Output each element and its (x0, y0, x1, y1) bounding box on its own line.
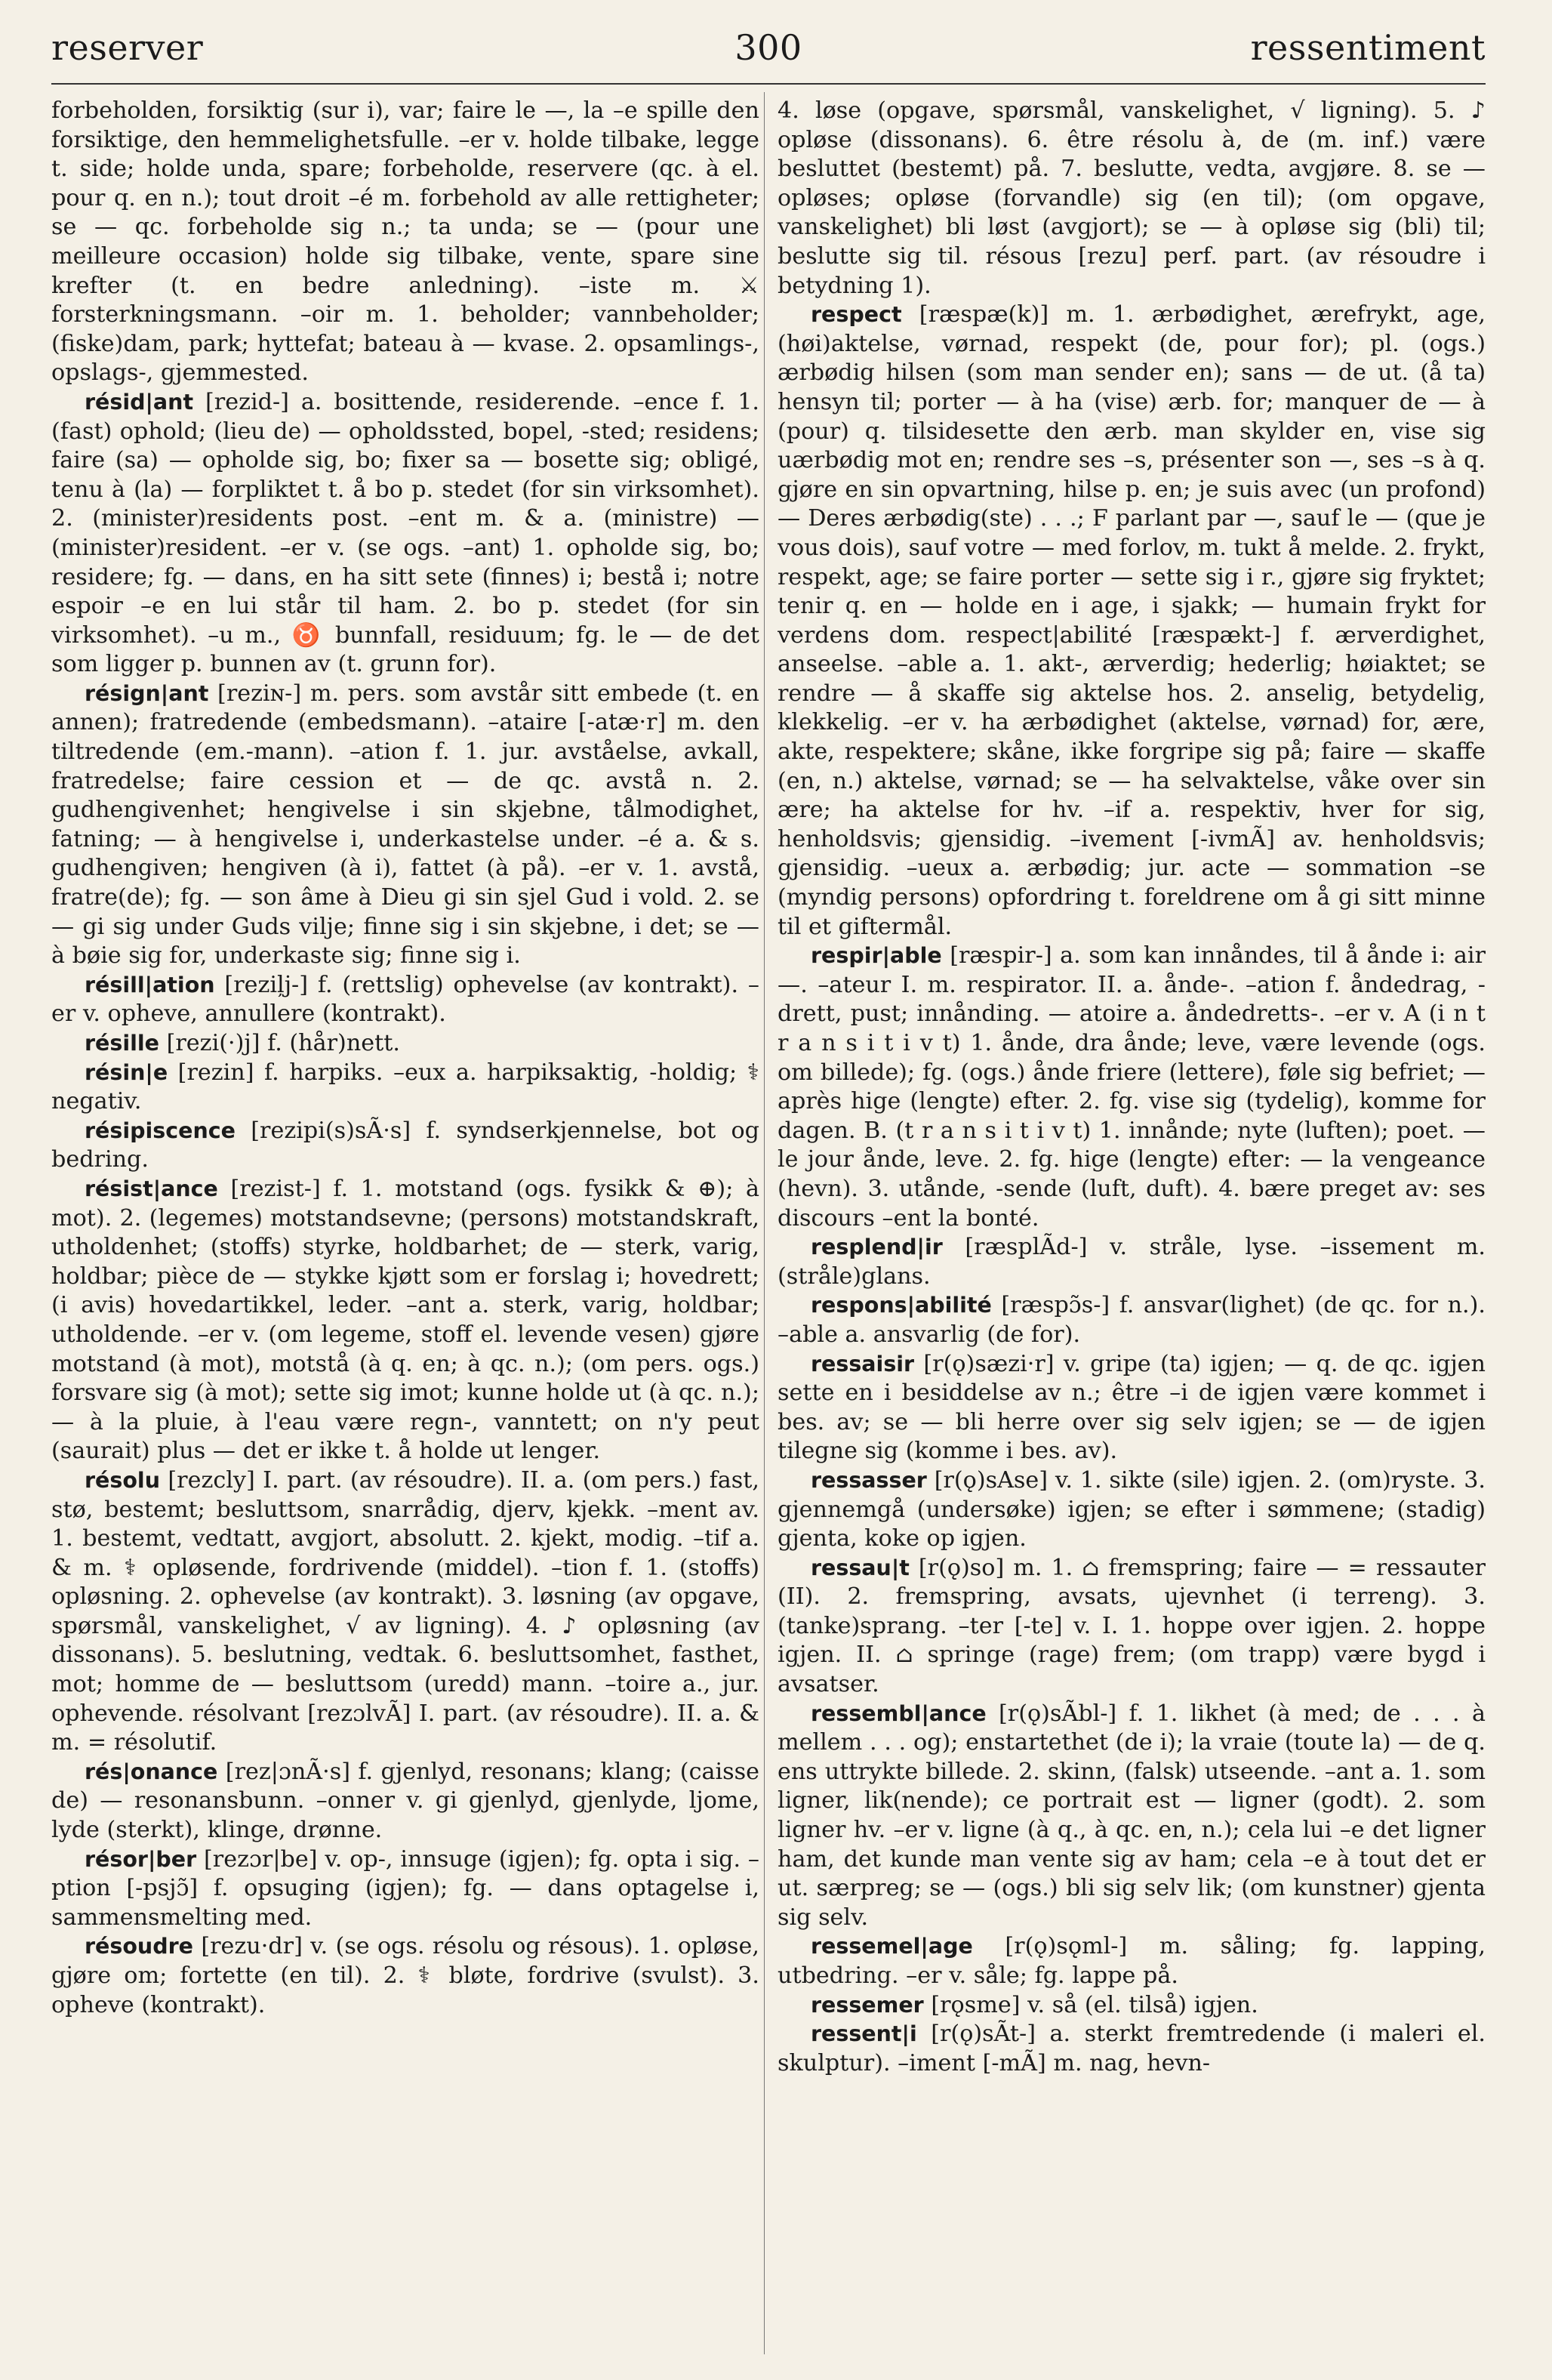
entry-headword: résolu (85, 1467, 160, 1493)
entry-headword: respect (811, 302, 902, 328)
left-column (51, 97, 759, 2354)
dictionary-entry: respir|able [ræspir-] a. som kan innåndes, til å ånde i: air —. –ateur I. m. respirator. II. a. ånde-. –ation f. åndedrag, -drett, pust; innånding. — atoire a. åndedretts-. –er v. A (i n t r a n s i t i v t) 1. ånde, dra ånde; leve, være levende (ogs. om billede); fg. (ogs.) ånde friere (lettere), føle sig befriet; — après hige (lengte) efter. 2. fg. vise sig (tydelig), komme for dagen. B. (t r a n s i t i v t) 1. innånde; nyte (luften); poet. — le jour ånde, leve. 2. fg. hige (lengte) efter: — la vengeance (hevn). 3. utånde, -sende (luft, duft). 4. bære preget av: ses discours –ent la bonté. (778, 942, 1486, 1232)
entry-headword: respir|able (811, 943, 942, 969)
entry-headword: résist|ance (85, 1176, 218, 1201)
entry-headword: résign|ant (85, 680, 209, 706)
entry-headword: ressemel|age (811, 1934, 973, 1959)
dictionary-entry: résist|ance [rezist-] f. 1. motstand (ogs. fysikk & ⊕); à mot). 2. (legemes) motstandsevne; (persons) motstandskraft, utholdenhet; (stoffs) styrke, holdbarhet; de — sterk, varig, holdbar; pièce de — stykke kjøtt som er forslag i; hovedrett; (i avis) hovedartikkel, leder. –ant a. sterk, varig, holdbar; utholdende. –er v. (om legeme, stoff el. levende vesen) gjøre motstand (à mot), motstå (à q. en; à qc. n.); (om pers. ogs.) forsvare sig (à mot); sette sig imot; kunne holde ut (à qc. n.); — à la pluie, à l'eau være regn-, vanntett; on n'y peut (saurait) plus — det er ikke t. å holde ut lenger. (51, 1175, 759, 1465)
dictionary-entry: résid|ant [rezid-] a. bosittende, residerende. –ence f. 1. (fast) ophold; (lieu de) — opholdssted, bopel, -sted; residens; faire (sa) — opholde sig, bo; fixer sa — bosette sig; obligé, tenu à (la) — forpliktet t. å bo p. stedet (for sin virksomhet). 2. (minister)residents post. –ent m. & a. (ministre) — (minister)resident. –er v. (se ogs. –ant) 1. opholde sig, bo; residere; fg. — dans, en ha sitt sete (finnes) i; bestå i; notre espoir –e en lui står til ham. 2. bo p. stedet (for sin virksomhet). –u m., ♉ bunnfall, residuum; fg. le — de det som ligger p. bunnen av (t. grunn for). (51, 388, 759, 678)
entry-headword: ressau|t (811, 1555, 910, 1580)
entry-headword: ressembl|ance (811, 1700, 987, 1726)
dictionary-entry: résipiscence [rezipi(s)sÃ·s] f. syndserkjennelse, bot og bedring. (51, 1117, 759, 1173)
dictionary-entry: ressembl|ance [r(ǫ)sÃbl-] f. 1. likhet (à med; de . . . à mellem . . . og); enstartethet (de i); la vraie (toute la) — de q. ens uttrykte billede. 2. skinn, (falsk) utseende. –ant a. 1. som ligner, lik(nende); ce portrait est — ligner (godt). 2. som ligner hv. –er v. ligne (à q., à qc. en, n.); cela lui –e det ligner ham, det kunde man vente sig av ham; cela –e à tout det er ut. særpreg; se — (ogs.) bli sig selv lik; (om kunstner) gjenta sig selv. (778, 1700, 1486, 1931)
entry-headword: résin|e (85, 1059, 168, 1085)
dictionary-entry: résoudre [rezu·dr] v. (se ogs. résolu og résous). 1. opløse, gjøre om; fortette (en til). 2. ⚕ bløte, fordrive (svulst). 3. opheve (kontrakt). (51, 1933, 759, 2018)
entry-headword: respons|abilité (811, 1293, 992, 1318)
column-divider (764, 92, 765, 2354)
dictionary-entry: 4. løse (opgave, spørsmål, vanskelighet, √ ligning). 5. ♪ opløse (dissonans). 6. être résolu à, de (m. inf.) være besluttet (bestemt) på. 7. beslutte, vedta, avgjøre. 8. se — opløses; opløse (forvandle) sig (en til); (om opgave, vanskelighet) bli løst (avgjort); se — à opløse sig (bli) til; beslutte sig til. résous [rezu] perf. part. (av résoudre i betydning 1). (778, 97, 1486, 299)
header-rule (51, 83, 1486, 85)
entry-headword: résor|ber (85, 1846, 197, 1872)
dictionary-entry: résill|ation [reziļj-] f. (rettslig) ophevelse (av kontrakt). –er v. opheve, annullere (kontrakt). (51, 971, 759, 1028)
dictionary-entry: rés|onance [rez|ɔnÃ·s] f. gjenlyd, resonans; klang; (caisse de) — resonansbunn. –onner v. gi gjenlyd, gjenlyde, ljome, lyde (sterkt), klinge, drønne. (51, 1758, 759, 1844)
dictionary-entry: respons|abilité [ræspɔ̃s-] f. ansvar(lighet) (de qc. for n.). –able a. ansvarlig (de for). (778, 1292, 1486, 1348)
entry-headword: résoudre (85, 1934, 194, 1959)
dictionary-entry: résolu [rezcly] I. part. (av résoudre). II. a. (om pers.) fast, stø, bestemt; besluttsom, snarrådig, djerv, kjekk. –ment av. 1. bestemt, vedtatt, avgjort, absolutt. 2. kjekt, modig. –tif a. & m. ⚕ opløsende, fordrivende (middel). –tion f. 1. (stoffs) opløsning. 2. ophevelse (av kontrakt). 3. løsning (av opgave, spørsmål, vanskelighet, √ av ligning). 4. ♪ opløsning (av dissonans). 5. beslutning, vedtak. 6. besluttsomhet, fasthet, mot; homme de — besluttsom (uredd) mann. –toire a., jur. ophevende. résolvant [rezɔlvÃ] I. part. (av résoudre). II. a. & m. = résolutif. (51, 1466, 759, 1756)
dictionary-entry: ressent|i [r(ǫ)sÃt-] a. sterkt fremtredende (i maleri el. skulptur). –iment [-mÃ] m. nag, hevn- (778, 2021, 1486, 2076)
right-column (778, 97, 1486, 2354)
dictionary-entry: résign|ant [reziɴ-] m. pers. som avstår sitt embede (t. en annen); fratredende (embedsmann). –ataire [-atæ·r] m. den tiltredende (em.-mann). –ation f. 1. jur. avståelse, avkall, fratredelse; faire cession et — de qc. avstå n. 2. gudhengivenhet; hengivelse i sin skjebne, tålmodighet, fatning; — à hengivelse i, underkastelse under. –é a. & s. gudhengiven; hengiven (à i), fattet (à på). –er v. 1. avstå, fratre(de); fg. — son âme à Dieu gi sin sjel Gud i vold. 2. se — gi sig under Guds vilje; finne sig i sin skjebne, i det; se — à bøie sig for, underkaste sig; finne sig i. (51, 680, 759, 970)
entry-headword: ressent|i (811, 2021, 917, 2047)
dictionary-entry: ressemel|age [r(ǫ)sǫml-] m. såling; fg. lapping, utbedring. –er v. såle; fg. lappe på. (778, 1933, 1486, 1989)
entry-headword: résipiscence (85, 1118, 236, 1143)
entry-headword: ressaisir (811, 1351, 915, 1377)
dictionary-entry: respect [ræspæ(k)] m. 1. ærbødighet, ærefrykt, age, (høi)aktelse, vørnad, respekt (de, pour for); pl. (ogs.) ærbødig hilsen (som man sender en); sans — de ut. (å ta) hensyn til; porter — à ha (vise) ærb. for; manquer de — à (pour) q. tilsidesette den ærb. man skylder en, vise sig uærbødig mot en; rendre ses –s, présenter son —, ses –s à q. gjøre en sin opvartning, hilse p. en; je suis avec (un profond) — Deres ærbødig(ste) . . .; F parlant par —, sauf le — (que je vous dois), sauf votre — med forlov, m. tukt å melde. 2. frykt, respekt, age; se faire porter — sette sig i r., gjøre sig fryktet; tenir q. en — holde en i age, i sjakk; — humain frykt for verdens dom. respect|abilité [ræspækt-] f. ærverdighet, anseelse. –able a. 1. akt-, ærverdig; hederlig; høiaktet; se rendre — å skaffe sig aktelse hos. 2. anselig, betydelig, klekkelig. –er v. ha ærbødighet (aktelse, vørnad) for, ære, akte, respektere; skåne, ikke forgripe sig på; faire — skaffe (en, n.) aktelse, vørnad; se — ha selvaktelse, våke over sin ære; ha aktelse for hv. –if a. respektiv, hver for sig, henholdsvis; gjensidig. –ivement [-ivmÃ] av. henholdsvis; gjensidig. –ueux a. ærbødig; jur. acte — sommation –se (myndig persons) opfordring t. foreldrene om å gi sitt minne til et giftermål. (778, 301, 1486, 940)
page-number: 300 (734, 27, 802, 68)
header-left-guide-word: reserver (51, 27, 204, 68)
dictionary-entry: ressasser [r(ǫ)sAse] v. 1. sikte (sile) igjen. 2. (om)ryste. 3. gjennemgå (undersøke) igjen; se efter i sømmene; (stadig) gjenta, koke op igjen. (778, 1466, 1486, 1552)
entry-headword: résille (85, 1031, 159, 1056)
dictionary-entry: résor|ber [rezɔr|be] v. op-, innsuge (igjen); fg. opta i sig. –ption [-psjɔ̃] f. opsuging (igjen); fg. — dans optagelse i, sammensmelting med. (51, 1845, 759, 1931)
dictionary-entry: ressau|t [r(ǫ)so] m. 1. ⌂ fremspring; faire — = ressauter (II). 2. fremspring, avsats, ujevnhet (i terreng). 3. (tanke)sprang. –ter [-te] v. I. 1. hoppe over igjen. 2. hoppe igjen. II. ⌂ springe (rage) frem; (om trapp) være bygd i avsatser. (778, 1554, 1486, 1698)
dictionary-entry: resplend|ir [ræsplÃd-] v. stråle, lyse. –issement m. (stråle)glans. (778, 1234, 1486, 1290)
header-right-guide-word: ressentiment (1250, 27, 1486, 68)
entry-headword: résill|ation (85, 972, 215, 997)
dictionary-entry: ressaisir [r(ǫ)sæzi·r] v. gripe (ta) igjen; — q. de qc. igjen sette en i besiddelse av n.; être –i de igjen være kommet i bes. av; se — bli herre over sig selv igjen; se — de igjen tilegne sig (komme i bes. av). (778, 1350, 1486, 1465)
entry-headword: résid|ant (85, 389, 194, 415)
entry-headword: ressasser (811, 1467, 927, 1493)
page-header (51, 23, 1486, 88)
entry-headword: resplend|ir (811, 1235, 943, 1260)
dictionary-entry: résille [rezi(·)j] f. (hår)nett. (85, 1030, 400, 1056)
entry-headword: ressemer (811, 1992, 924, 2018)
entry-headword: rés|onance (85, 1759, 218, 1784)
dictionary-entry: résin|e [rezin] f. harpiks. –eux a. harpiksaktig, -holdig; ⚕ negativ. (51, 1059, 759, 1115)
dictionary-entry: ressemer [rǫsme] v. så (el. tilså) igjen. (811, 1991, 1258, 2018)
dictionary-entry: forbeholden, forsiktig (sur i), var; faire le —, la –e spille den forsiktige, den hemmelighetsfulle. –er v. holde tilbake, legge t. side; holde unda, spare; forbeholde, reservere (qc. à el. pour q. en n.); tout droit –é m. forbehold av alle rettigheter; se — qc. forbeholde sig n.; ta unda; se — (pour une meilleure occasion) holde sig tilbake, vente, spare sine krefter (t. en bedre anledning). –iste m. ⚔ forsterkningsmann. –oir m. 1. beholder; vannbeholder; (fiske)dam, park; hyttefat; bateau à — kvase. 2. opsamlings-, opslags-, gjemmested. (51, 97, 759, 387)
